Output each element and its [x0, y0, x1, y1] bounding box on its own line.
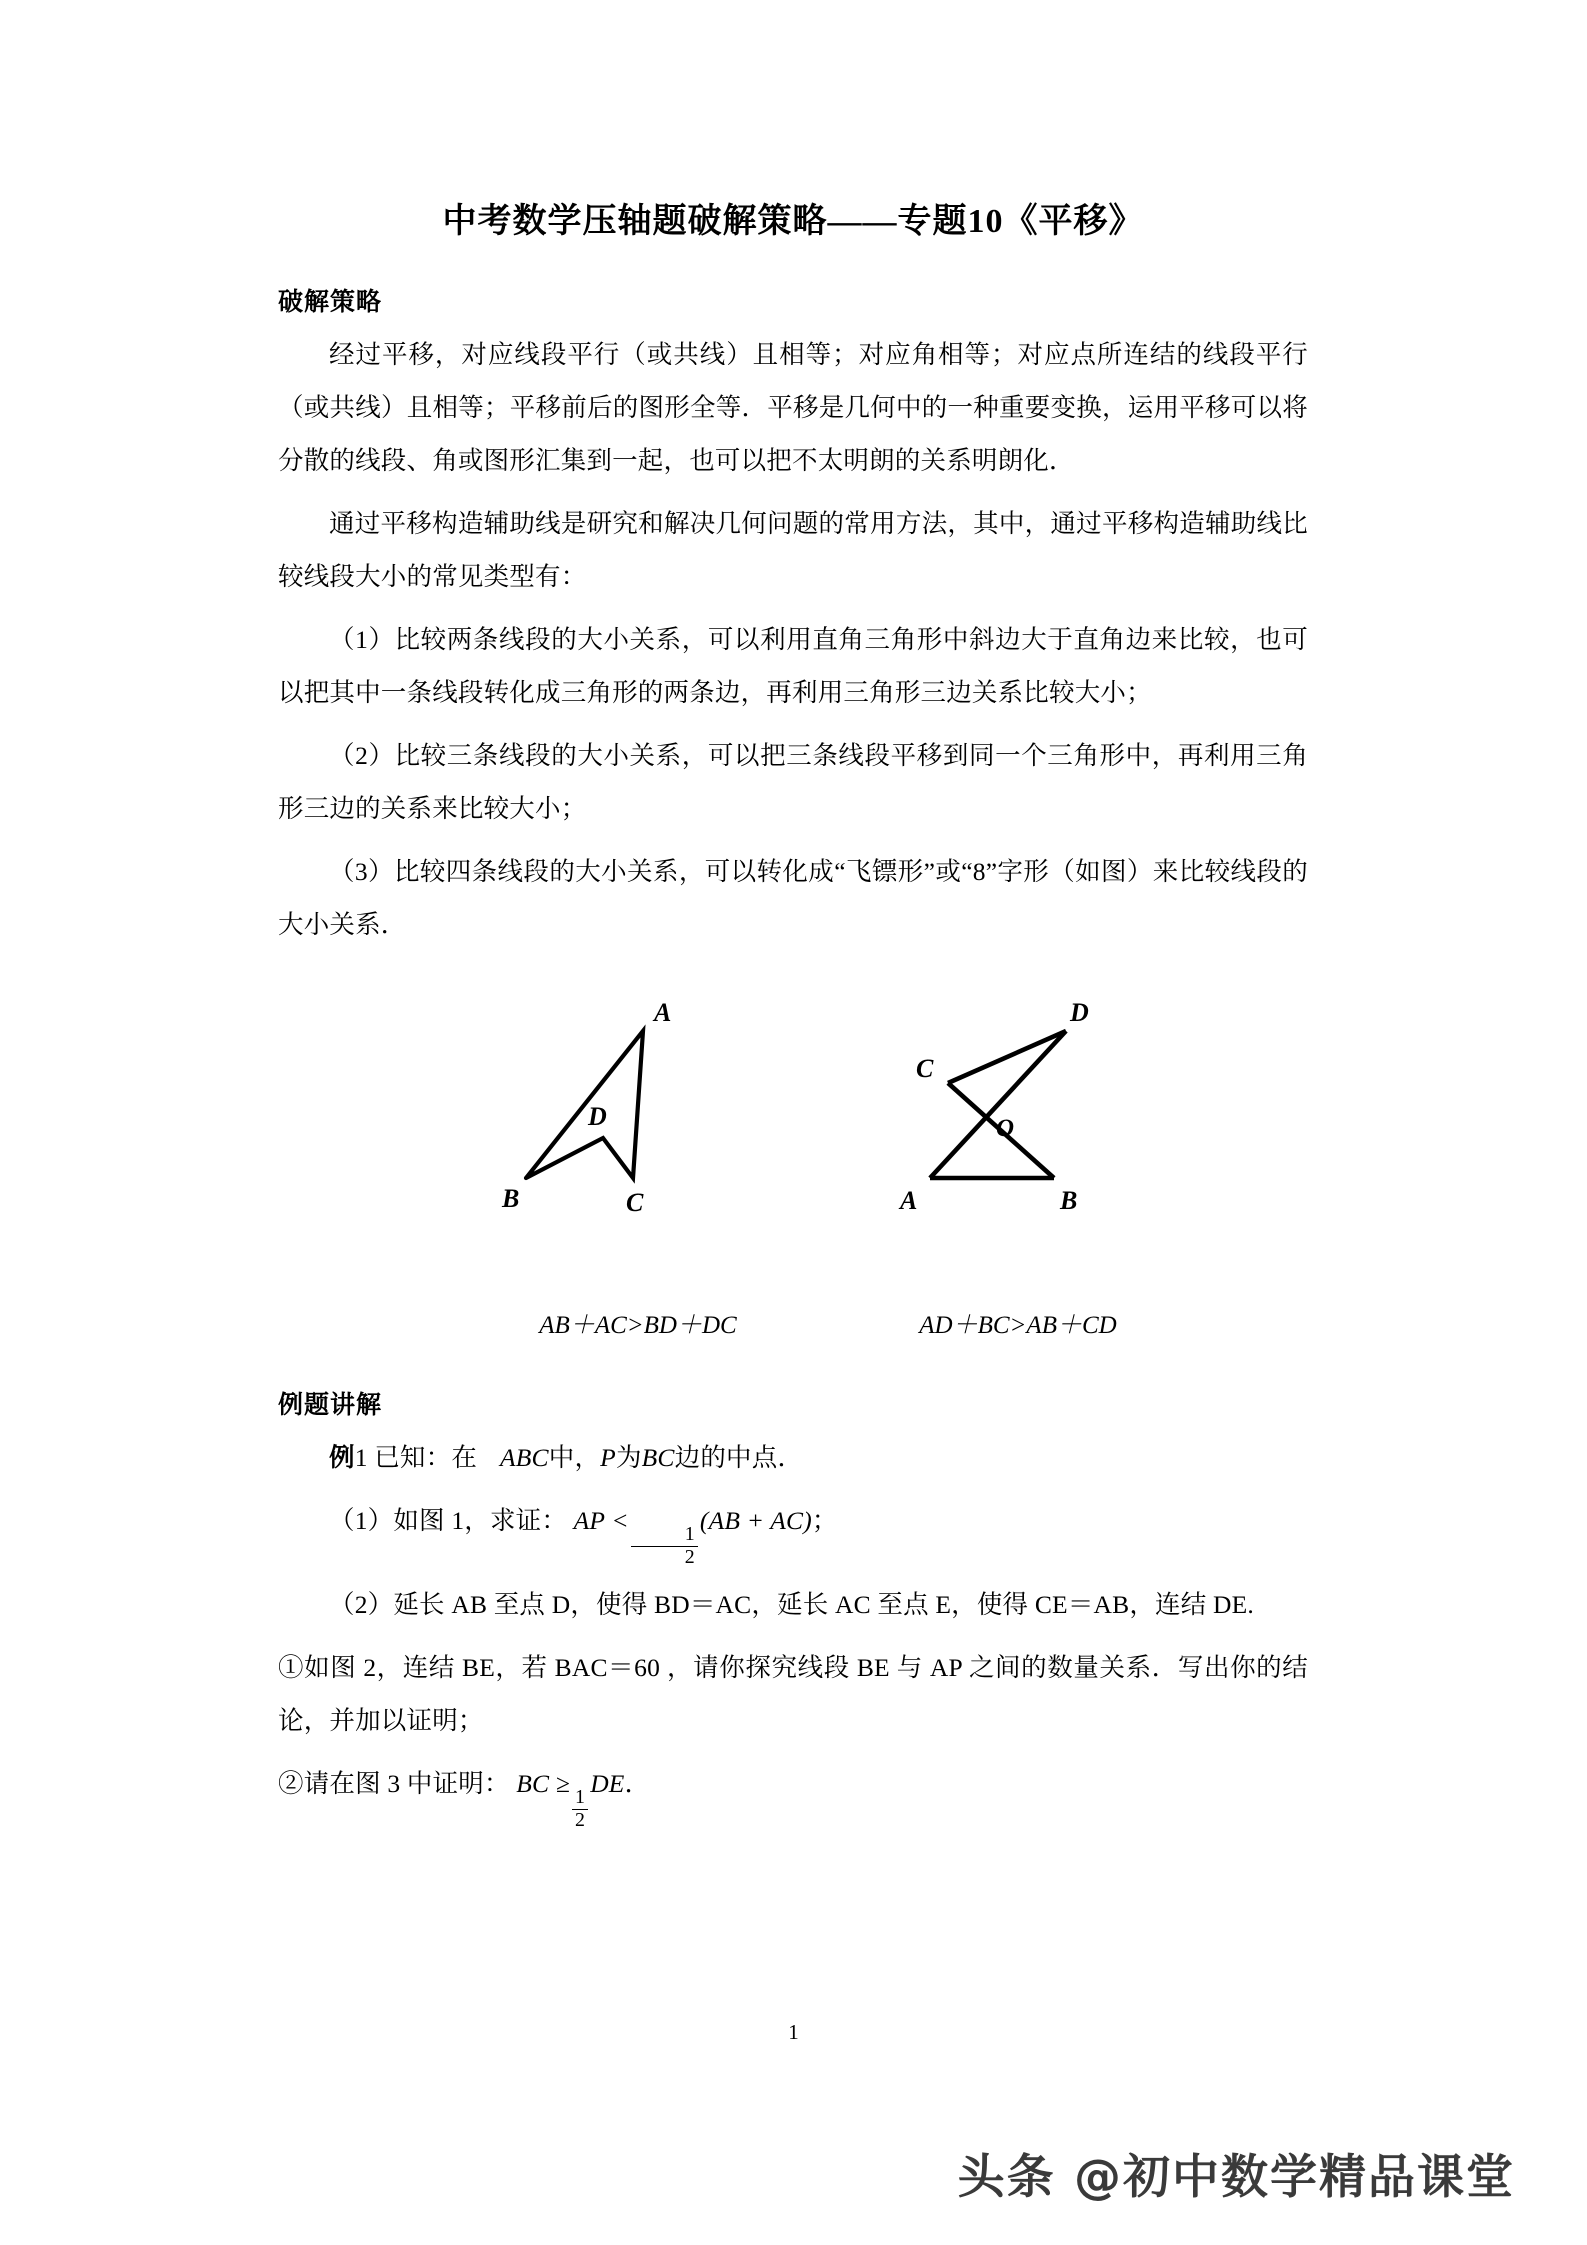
example-text-f: BC: [641, 1443, 675, 1473]
figure-bowtie-shape: [858, 973, 1158, 1228]
question-1-prefix: （1）如图 1，求证：: [329, 1506, 568, 1536]
figure-1-caption: AB＋AC>BD＋DC: [539, 1312, 737, 1340]
fraction-one-half: [631, 1525, 698, 1568]
bowtie-label-B: B: [1060, 1186, 1078, 1216]
watermark: 头条 @初中数学精品课堂: [957, 2150, 1515, 2205]
strategy-paragraph-1: 经过平移，对应线段平行（或共线）且相等；对应角相等；对应点所连结的线段平行（或共线）且相等；平移前后的图形全等．平移是几何中的一种重要变换，运用平移可以将分散的线段、角或图形汇集到一起，也可以把不太明朗的关系明朗化．: [278, 340, 1308, 476]
dart-label-B: B: [502, 1184, 520, 1214]
fraction-numerator: 1: [684, 1523, 695, 1546]
dart-shape-svg: [478, 973, 778, 1223]
section-heading-strategy: 破解策略: [278, 289, 383, 317]
question-2-sub-2-math-rhs: DE: [590, 1768, 625, 1798]
strategy-item-1: （1）比较两条线段的大小关系，可以利用直角三角形中斜边大于直角边来比较，也可以把其中一条线段转化成三角形的两条边，再利用三角形三边关系比较大小；: [278, 625, 1308, 708]
fraction-denominator: 2: [684, 1546, 695, 1569]
example-text-d: P: [600, 1443, 616, 1473]
bowtie-label-A: A: [900, 1186, 918, 1216]
strategy-item-3: （3）比较四条线段的大小关系，可以转化成“飞镖形”或“8”字形（如图）来比较线段的大小关系．: [278, 857, 1308, 940]
example-question-2-sub-1: ①如图 2，连结 BE，若 BAC＝60 ，请你探究线段 BE 与 AP 之间的数量关系．写出你的结论，并加以证明；: [278, 1652, 1308, 1735]
example-text-e: 为: [615, 1443, 642, 1473]
document-content: [278, 0, 1308, 1831]
bowtie-shape-svg: [858, 973, 1158, 1223]
example-text-b: ABC: [499, 1443, 549, 1473]
example-text-g: 边的中点．: [674, 1443, 804, 1473]
question-1-math-lhs: AP <: [573, 1506, 629, 1536]
example-number: 1: [354, 1443, 368, 1473]
page-title: 中考数学压轴题破解策略——专题10《平移》: [442, 203, 1144, 240]
figure-dart-shape: [478, 973, 778, 1228]
bowtie-label-D: D: [1070, 998, 1089, 1028]
segment-AD: [930, 1031, 1066, 1178]
figure-captions: [278, 1303, 1308, 1347]
segment-CD: [948, 1031, 1066, 1083]
example-1-statement: [278, 1431, 1308, 1484]
bowtie-label-C: C: [916, 1054, 934, 1084]
example-label: 例: [329, 1443, 355, 1473]
example-text-c: 中，: [548, 1443, 601, 1473]
figure-2-caption: AD＋BC>AB＋CD: [919, 1312, 1117, 1340]
fraction-one-half-2: [572, 1785, 588, 1831]
figure-group: [278, 973, 1308, 1303]
bowtie-label-O: O: [996, 1115, 1015, 1143]
strategy-paragraph-2: 通过平移构造辅助线是研究和解决几何问题的常用方法，其中，通过平移构造辅助线比较线段大小的常见类型有：: [278, 509, 1308, 592]
example-question-2-sub-2: [278, 1757, 1308, 1831]
question-2-sub-2-suffix: ．: [624, 1768, 651, 1798]
example-text-a: 已知：在: [374, 1443, 478, 1473]
dart-label-A: A: [654, 998, 672, 1028]
question-2-sub-2-prefix: ②请在图 3 中证明：: [278, 1768, 510, 1798]
page-number: 1: [788, 2020, 799, 2044]
section-heading-examples: 例题讲解: [278, 1392, 383, 1420]
dart-outline: [526, 1031, 643, 1178]
dart-label-C: C: [626, 1188, 644, 1218]
dart-label-D: D: [588, 1102, 607, 1132]
example-question-2: （2）延长 AB 至点 D，使得 BD＝AC，延长 AC 至点 E，使得 CE＝AB，连结 DE.: [329, 1589, 1254, 1619]
question-1-math-rhs: (AB + AC): [699, 1506, 812, 1536]
question-2-sub-2-math-lhs: BC ≥: [516, 1768, 571, 1798]
fraction-numerator-2: 1: [575, 1785, 586, 1808]
fraction-denominator-2: 2: [575, 1808, 586, 1831]
question-1-suffix: ；: [811, 1506, 838, 1536]
example-question-1: [278, 1494, 1308, 1568]
strategy-item-2: （2）比较三条线段的大小关系，可以把三条线段平移到同一个三角形中，再利用三角形三边的关系来比较大小；: [278, 741, 1308, 824]
